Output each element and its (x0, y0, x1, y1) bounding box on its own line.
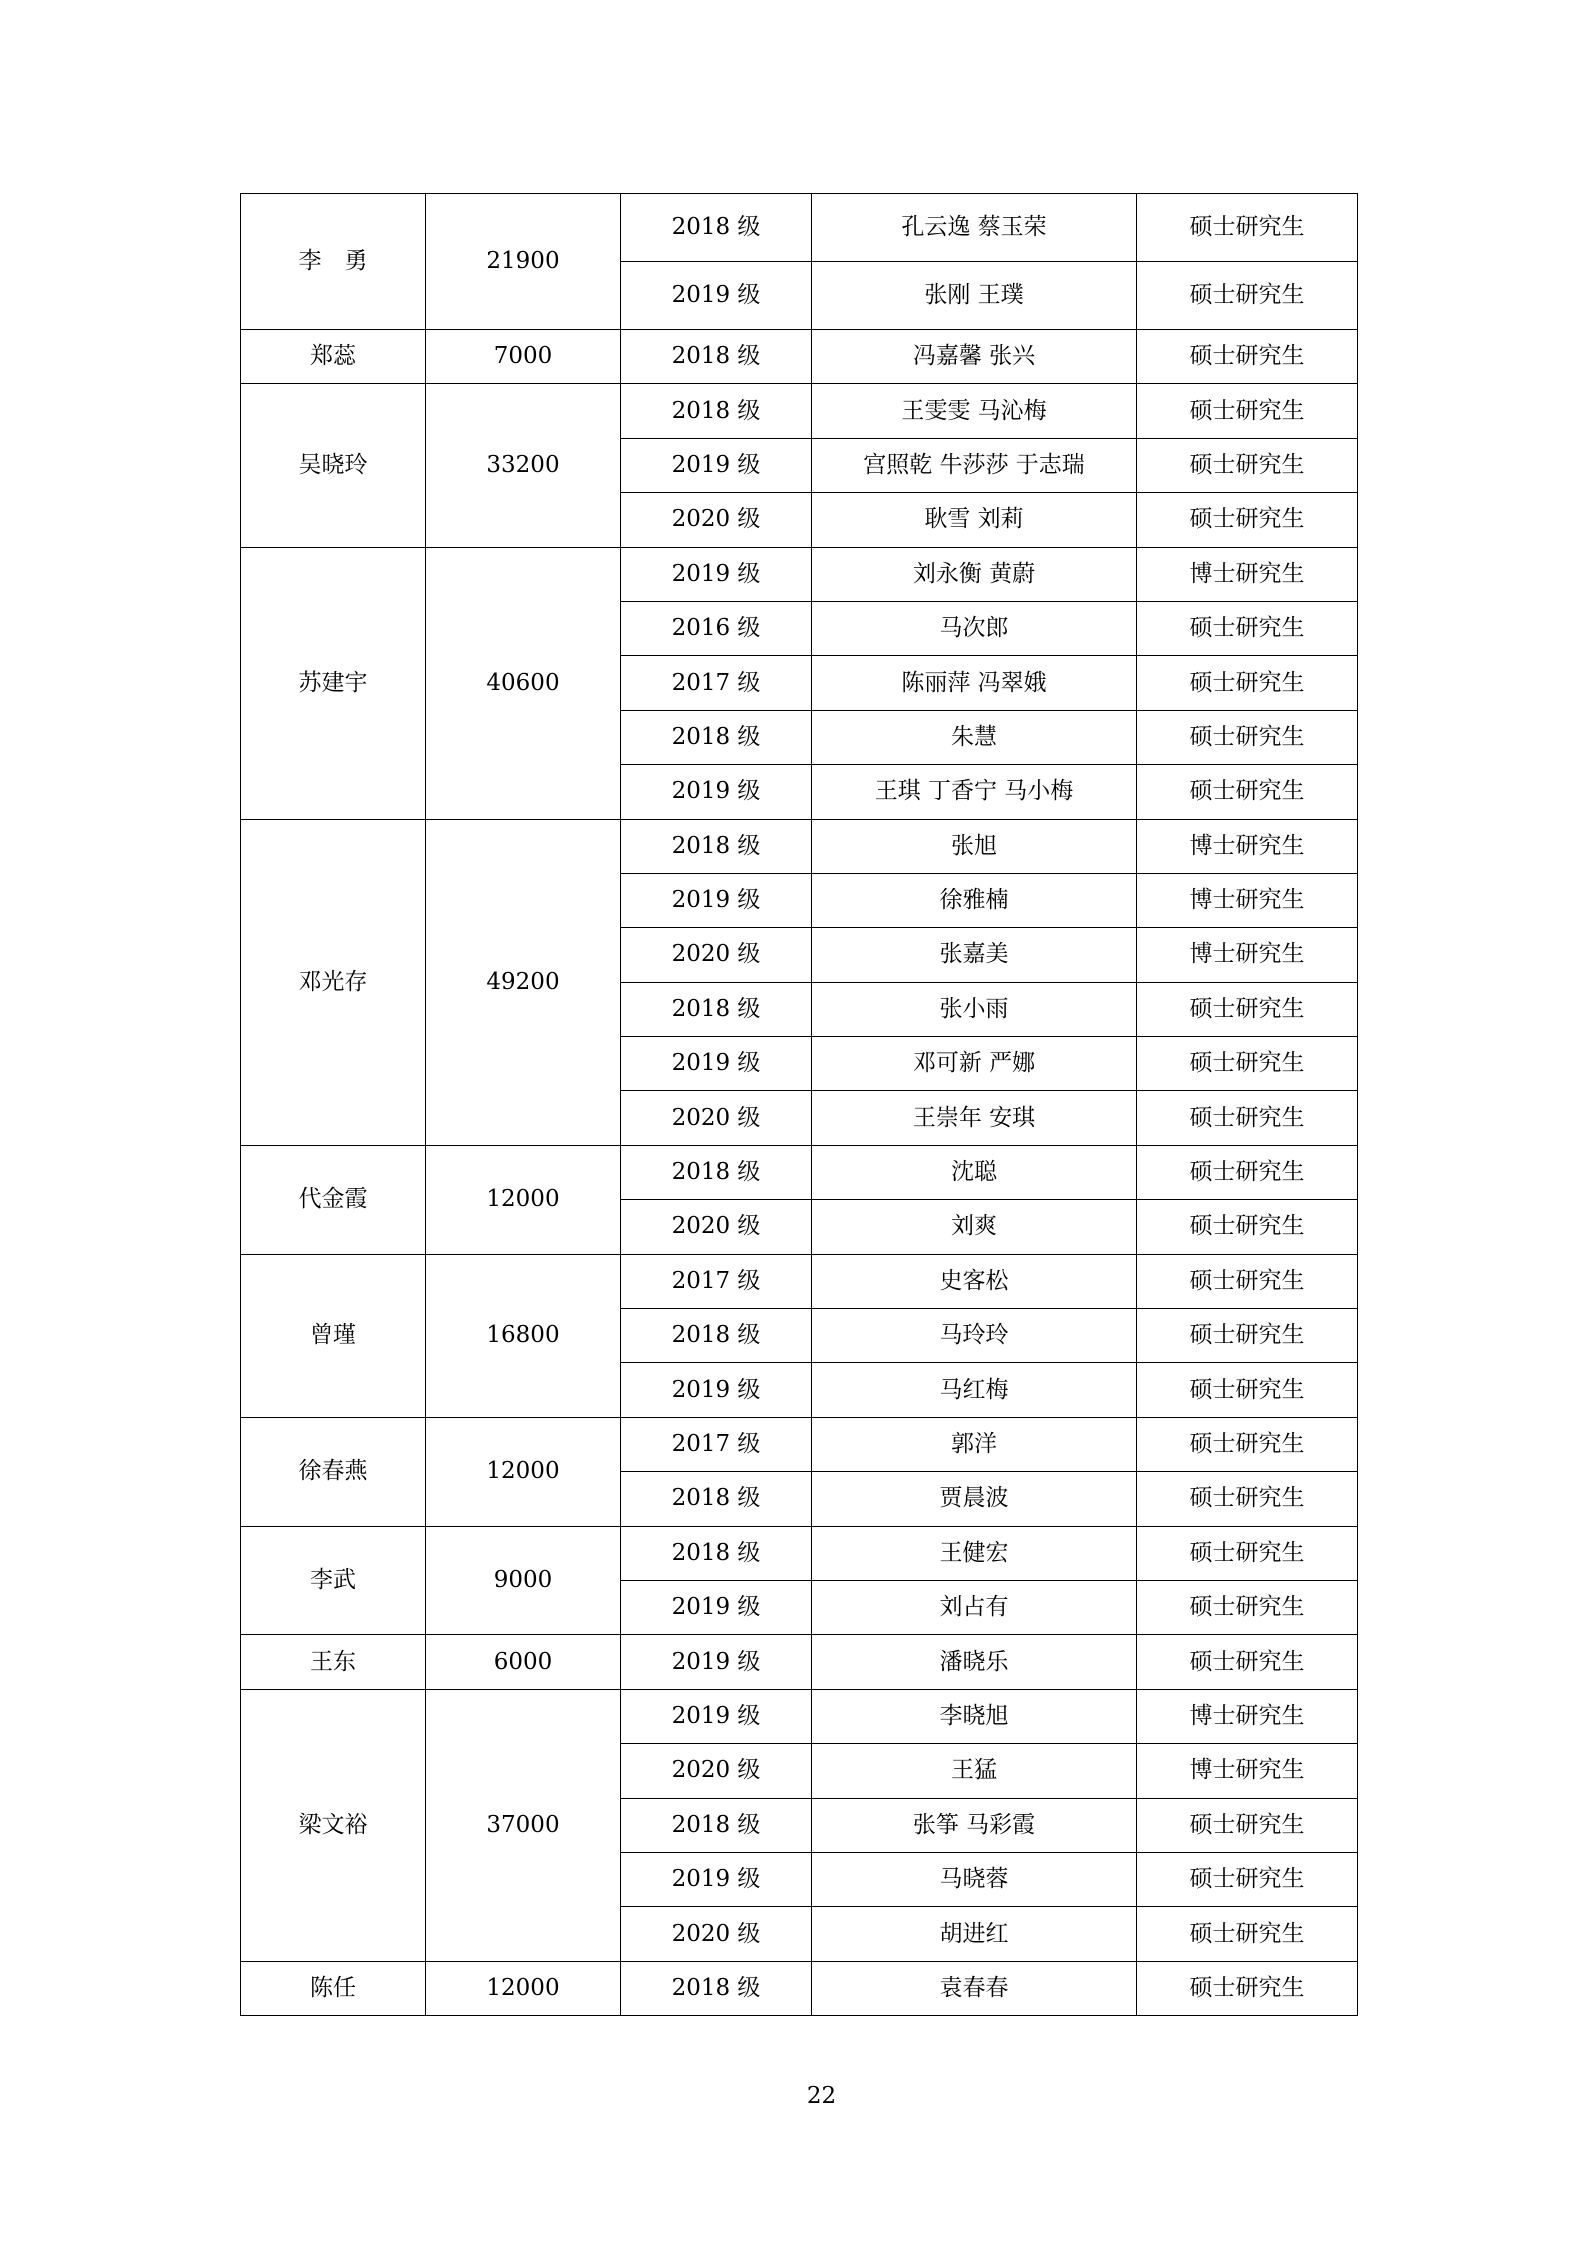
degree-type-cell: 硕士研究生 (1137, 493, 1358, 547)
degree-type-cell: 硕士研究生 (1137, 262, 1358, 330)
degree-type-cell: 硕士研究生 (1137, 438, 1358, 492)
grade-cell: 2020 级 (621, 928, 812, 982)
students-cell: 郭洋 (812, 1417, 1137, 1471)
grade-cell: 2018 级 (621, 384, 812, 438)
grade-cell: 2019 级 (621, 1635, 812, 1689)
students-cell: 潘晓乐 (812, 1635, 1137, 1689)
degree-type-cell: 硕士研究生 (1137, 1580, 1358, 1634)
grade-cell: 2018 级 (621, 819, 812, 873)
funding-table (240, 193, 1358, 2016)
degree-type-cell: 硕士研究生 (1137, 1200, 1358, 1254)
degree-type-cell: 硕士研究生 (1137, 1907, 1358, 1961)
students-cell: 刘爽 (812, 1200, 1137, 1254)
students-cell: 胡进红 (812, 1907, 1137, 1961)
amount-cell: 49200 (426, 819, 621, 1145)
students-cell: 贾晨波 (812, 1472, 1137, 1526)
amount-cell: 40600 (426, 547, 621, 819)
degree-type-cell: 博士研究生 (1137, 819, 1358, 873)
degree-type-cell: 硕士研究生 (1137, 656, 1358, 710)
students-cell: 张旭 (812, 819, 1137, 873)
degree-type-cell: 硕士研究生 (1137, 384, 1358, 438)
students-cell: 冯嘉馨 张兴 (812, 330, 1137, 384)
students-cell: 王雯雯 马沁梅 (812, 384, 1137, 438)
students-cell: 陈丽萍 冯翠娥 (812, 656, 1137, 710)
grade-cell: 2020 级 (621, 1907, 812, 1961)
supervisor-name-cell: 李武 (241, 1526, 426, 1635)
supervisor-name-cell: 徐春燕 (241, 1417, 426, 1526)
students-cell: 邓可新 严娜 (812, 1037, 1137, 1091)
students-cell: 李晓旭 (812, 1689, 1137, 1743)
degree-type-cell: 硕士研究生 (1137, 601, 1358, 655)
grade-cell: 2018 级 (621, 1309, 812, 1363)
supervisor-name-cell: 郑蕊 (241, 330, 426, 384)
grade-cell: 2018 级 (621, 1145, 812, 1199)
degree-type-cell: 硕士研究生 (1137, 982, 1358, 1036)
grade-cell: 2017 级 (621, 1417, 812, 1471)
grade-cell: 2017 级 (621, 656, 812, 710)
students-cell: 张筝 马彩霞 (812, 1798, 1137, 1852)
grade-cell: 2019 级 (621, 1580, 812, 1634)
amount-cell: 12000 (426, 1961, 621, 2015)
students-cell: 王琪 丁香宁 马小梅 (812, 765, 1137, 819)
supervisor-name-cell: 邓光存 (241, 819, 426, 1145)
students-cell: 马玲玲 (812, 1309, 1137, 1363)
table-row (241, 330, 1358, 384)
grade-cell: 2018 级 (621, 194, 812, 262)
table-row (241, 1254, 1358, 1308)
table-body (241, 194, 1358, 2016)
grade-cell: 2019 级 (621, 547, 812, 601)
degree-type-cell: 硕士研究生 (1137, 1635, 1358, 1689)
degree-type-cell: 硕士研究生 (1137, 330, 1358, 384)
degree-type-cell: 硕士研究生 (1137, 1037, 1358, 1091)
students-cell: 徐雅楠 (812, 873, 1137, 927)
students-cell: 张小雨 (812, 982, 1137, 1036)
amount-cell: 12000 (426, 1417, 621, 1526)
students-cell: 沈聪 (812, 1145, 1137, 1199)
amount-cell: 12000 (426, 1145, 621, 1254)
amount-cell: 33200 (426, 384, 621, 547)
page-number: 22 (806, 2083, 837, 2109)
supervisor-name-cell: 曾瑾 (241, 1254, 426, 1417)
students-cell: 张嘉美 (812, 928, 1137, 982)
grade-cell: 2018 级 (621, 1961, 812, 2015)
supervisor-name-cell: 陈任 (241, 1961, 426, 2015)
degree-type-cell: 硕士研究生 (1137, 1091, 1358, 1145)
degree-type-cell: 硕士研究生 (1137, 194, 1358, 262)
supervisor-name-cell: 吴晓玲 (241, 384, 426, 547)
amount-cell: 16800 (426, 1254, 621, 1417)
table-row (241, 1689, 1358, 1743)
grade-cell: 2018 级 (621, 1798, 812, 1852)
table-row (241, 194, 1358, 262)
grade-cell: 2018 级 (621, 1472, 812, 1526)
degree-type-cell: 硕士研究生 (1137, 1798, 1358, 1852)
grade-cell: 2016 级 (621, 601, 812, 655)
amount-cell: 37000 (426, 1689, 621, 1961)
students-cell: 马晓蓉 (812, 1852, 1137, 1906)
students-cell: 王崇年 安琪 (812, 1091, 1137, 1145)
grade-cell: 2020 级 (621, 1744, 812, 1798)
supervisor-name-cell: 代金霞 (241, 1145, 426, 1254)
table-row (241, 1145, 1358, 1199)
degree-type-cell: 硕士研究生 (1137, 1309, 1358, 1363)
degree-type-cell: 硕士研究生 (1137, 1254, 1358, 1308)
students-cell: 张刚 王璞 (812, 262, 1137, 330)
degree-type-cell: 硕士研究生 (1137, 765, 1358, 819)
degree-type-cell: 硕士研究生 (1137, 1526, 1358, 1580)
amount-cell: 21900 (426, 194, 621, 330)
grade-cell: 2019 级 (621, 262, 812, 330)
students-cell: 马次郎 (812, 601, 1137, 655)
degree-type-cell: 硕士研究生 (1137, 1472, 1358, 1526)
degree-type-cell: 硕士研究生 (1137, 1145, 1358, 1199)
degree-type-cell: 硕士研究生 (1137, 1417, 1358, 1471)
degree-type-cell: 硕士研究生 (1137, 710, 1358, 764)
amount-cell: 9000 (426, 1526, 621, 1635)
degree-type-cell: 博士研究生 (1137, 547, 1358, 601)
grade-cell: 2019 级 (621, 1363, 812, 1417)
supervisor-name-cell: 梁文裕 (241, 1689, 426, 1961)
degree-type-cell: 博士研究生 (1137, 928, 1358, 982)
students-cell: 袁春春 (812, 1961, 1137, 2015)
students-cell: 孔云逸 蔡玉荣 (812, 194, 1137, 262)
students-cell: 宫照乾 牛莎莎 于志瑞 (812, 438, 1137, 492)
students-cell: 耿雪 刘莉 (812, 493, 1137, 547)
supervisor-name-cell: 苏建宇 (241, 547, 426, 819)
supervisor-name-cell: 王东 (241, 1635, 426, 1689)
table-row (241, 1526, 1358, 1580)
students-cell: 刘占有 (812, 1580, 1137, 1634)
grade-cell: 2018 级 (621, 330, 812, 384)
amount-cell: 7000 (426, 330, 621, 384)
table-row (241, 1635, 1358, 1689)
grade-cell: 2020 级 (621, 1091, 812, 1145)
grade-cell: 2020 级 (621, 1200, 812, 1254)
grade-cell: 2017 级 (621, 1254, 812, 1308)
degree-type-cell: 硕士研究生 (1137, 1852, 1358, 1906)
amount-cell: 6000 (426, 1635, 621, 1689)
grade-cell: 2019 级 (621, 1037, 812, 1091)
degree-type-cell: 博士研究生 (1137, 1689, 1358, 1743)
students-cell: 史客松 (812, 1254, 1137, 1308)
grade-cell: 2018 级 (621, 710, 812, 764)
table-row (241, 819, 1358, 873)
supervisor-name-cell: 李 勇 (241, 194, 426, 330)
table-row (241, 1961, 1358, 2015)
degree-type-cell: 博士研究生 (1137, 1744, 1358, 1798)
grade-cell: 2019 级 (621, 873, 812, 927)
grade-cell: 2018 级 (621, 982, 812, 1036)
degree-type-cell: 博士研究生 (1137, 873, 1358, 927)
table-row (241, 1417, 1358, 1471)
grade-cell: 2019 级 (621, 438, 812, 492)
students-cell: 王健宏 (812, 1526, 1137, 1580)
grade-cell: 2020 级 (621, 493, 812, 547)
table-row (241, 384, 1358, 438)
students-cell: 刘永衡 黄蔚 (812, 547, 1137, 601)
degree-type-cell: 硕士研究生 (1137, 1363, 1358, 1417)
students-cell: 王猛 (812, 1744, 1137, 1798)
students-cell: 朱慧 (812, 710, 1137, 764)
grade-cell: 2018 级 (621, 1526, 812, 1580)
table-row (241, 547, 1358, 601)
grade-cell: 2019 级 (621, 1689, 812, 1743)
students-cell: 马红梅 (812, 1363, 1137, 1417)
degree-type-cell: 硕士研究生 (1137, 1961, 1358, 2015)
grade-cell: 2019 级 (621, 765, 812, 819)
grade-cell: 2019 级 (621, 1852, 812, 1906)
